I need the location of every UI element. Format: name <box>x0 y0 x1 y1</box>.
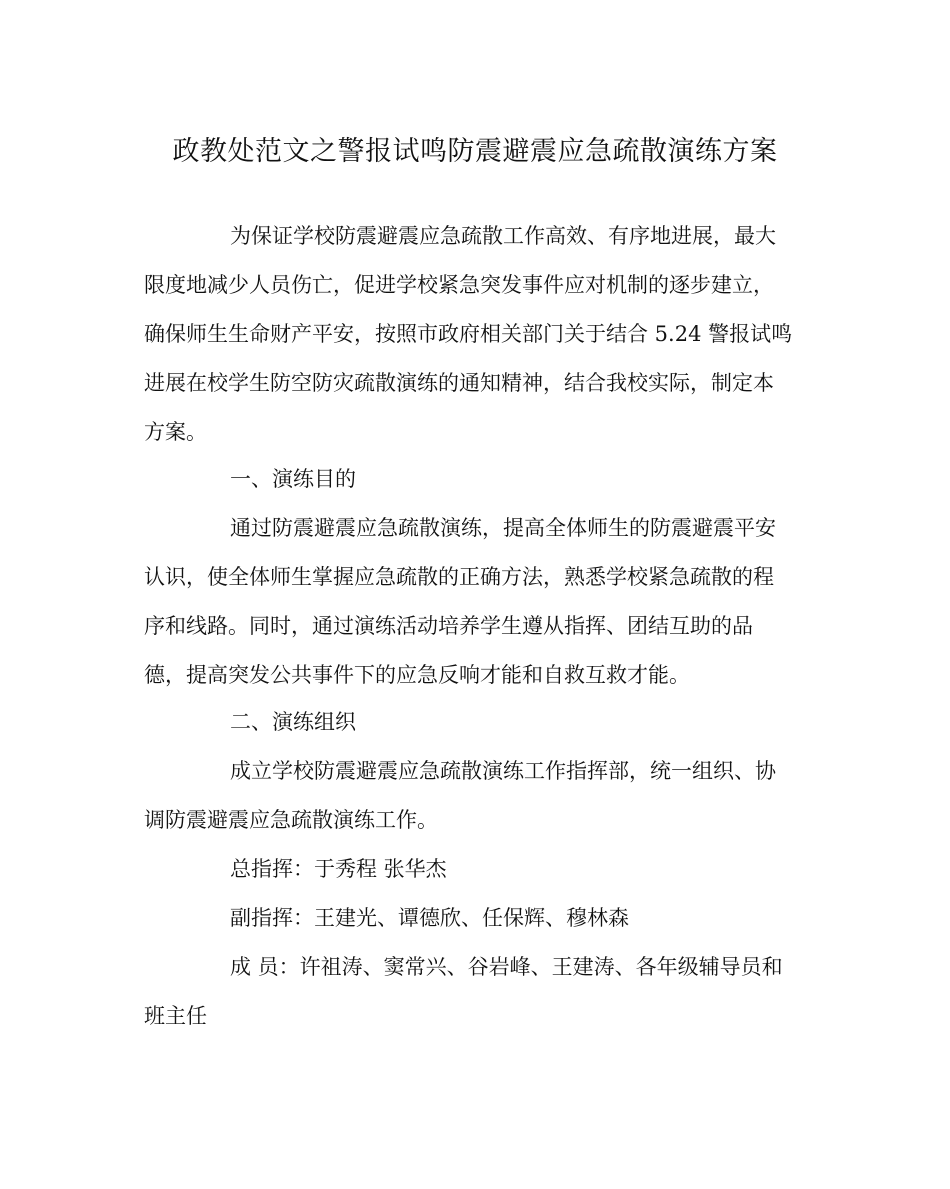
document-title: 政教处范文之警报试鸣防震避震应急疏散演练方案 <box>172 136 778 167</box>
text-line: 认识，使全体师生掌握应急疏散的正确方法，熟悉学校紧急疏散的程 <box>144 565 774 589</box>
text-line: 进展在校学生防空防灾疏散演练的通知精神，结合我校实际，制定本 <box>144 371 774 395</box>
text-line: 德，提高突发公共事件下的应急反响才能和自救互救才能。 <box>144 663 690 687</box>
deputy-line <box>144 894 808 943</box>
text-line: 确保师生生命财产平安，按照市政府相关部门关于结合 5.24 警报试鸣 <box>144 322 793 346</box>
section-heading-purpose <box>144 455 808 504</box>
organization-paragraph <box>144 747 808 845</box>
text-line: 成立学校防震避震应急疏散演练工作指挥部，统一组织、协 <box>230 759 776 783</box>
text-line: 成 员：许祖涛、窦常兴、谷岩峰、王建涛、各年级辅导员和 <box>230 955 783 979</box>
members-paragraph <box>144 943 808 1041</box>
commander-line <box>144 845 808 894</box>
text-line: 序和线路。同时，通过演练活动培养学生遵从指挥、团结互助的品 <box>144 614 753 638</box>
deputy-text: 副指挥：王建光、谭德欣、任保辉、穆林森 <box>230 906 629 930</box>
text-line: 限度地减少人员伤亡，促进学校紧急突发事件应对机制的逐步建立， <box>144 273 774 297</box>
commander-text: 总指挥：于秀程 张华杰 <box>230 857 447 881</box>
text-line: 方案。 <box>144 420 207 444</box>
text-line: 通过防震避震应急疏散演练，提高全体师生的防震避震平安 <box>230 516 776 540</box>
section-heading-text: 一、演练目的 <box>230 467 356 491</box>
section-heading-organization <box>144 698 808 747</box>
purpose-paragraph <box>144 504 808 700</box>
section-heading-text: 二、演练组织 <box>230 710 356 734</box>
text-line: 调防震避震应急疏散演练工作。 <box>144 808 438 832</box>
intro-paragraph <box>144 212 808 457</box>
text-line: 班主任 <box>144 1004 207 1028</box>
text-line: 为保证学校防震避震应急疏散工作高效、有序地进展，最大 <box>230 224 776 248</box>
